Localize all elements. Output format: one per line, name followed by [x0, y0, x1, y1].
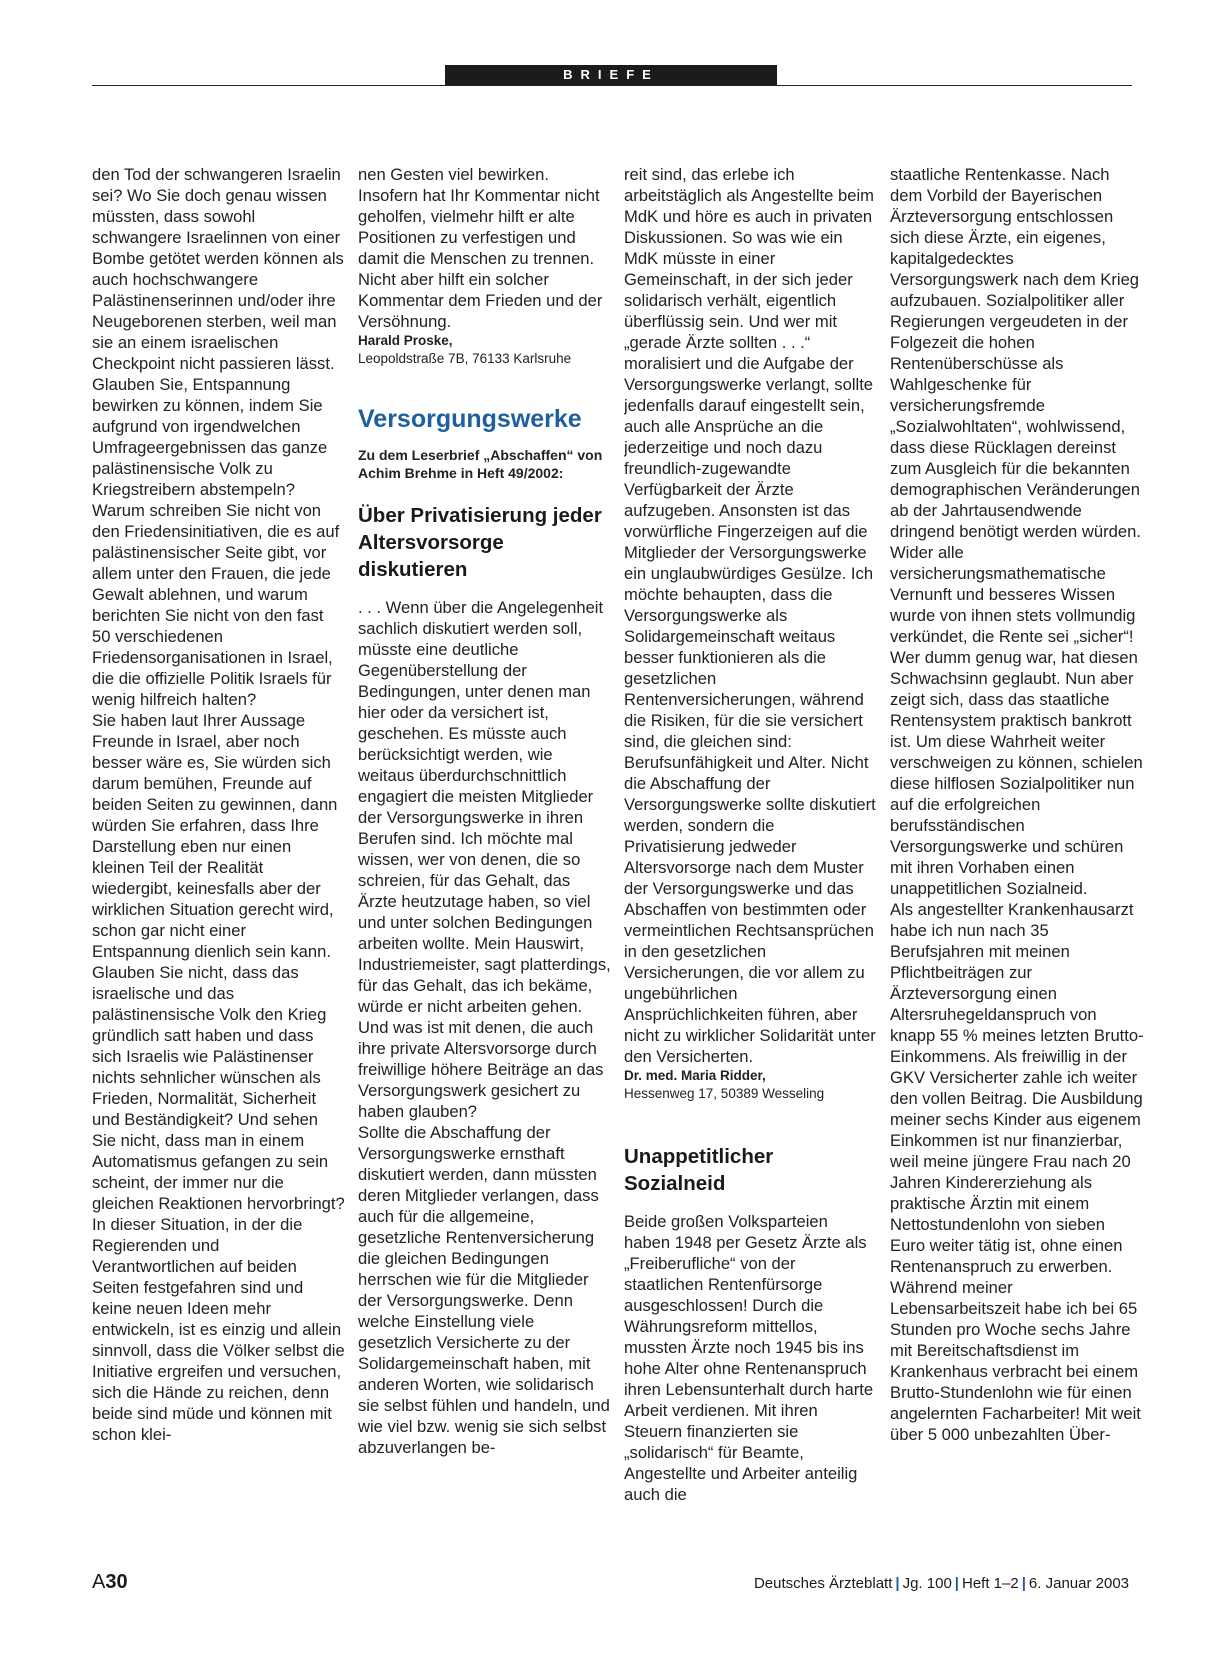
separator: | — [1021, 1575, 1026, 1592]
signature-address: Leopoldstraße 7B, 76133 Karlsruhe — [358, 351, 572, 366]
journal-name: Deutsches Ärzteblatt — [753, 1575, 893, 1592]
page-number-value: 30 — [105, 1571, 128, 1593]
signature-name: Harald Proske, — [358, 333, 453, 348]
volume: Jg. 100 — [902, 1575, 952, 1592]
column-3 — [624, 164, 878, 1554]
section-label: BRIEFE — [445, 65, 777, 85]
column-4 — [890, 164, 1144, 1554]
column-1 — [92, 164, 346, 1554]
separator: | — [954, 1575, 959, 1592]
letter-paragraph: staatliche Rentenkasse. Nach dem Vorbild der Bayerischen Ärzteversorgung entschlossen sich diese Ärzte, ein eigenes, kapitalgedecktes Versorgungswerk nach dem Krieg aufzubauen. Sozialpolitiker aller Regierungen vergeudeten in der Folgezeit die hohen Rentenüberschüsse als Wahlgeschenke für versicherungsfremde „Sozialwohltaten“, wohlwissend, dass diese Rücklagen dereinst zum Ausgleich für die bekannten demographischen Veränderungen ab der Jahrtausendwende dringend benötigt werden würden. Wider alle versicherungsmathematische Vernunft und besseres Wissen wurde von ihnen stets vollmundig verkündet, die Rente sei „sicher“! Wer dumm genug war, hat diesen Schwachsinn geglaubt. Nun aber zeigt sich, dass das staatliche Rentensystem praktisch bankrott ist. Um diese Wahrheit weiter verschweigen zu können, schielen diese hilflosen Sozialpolitiker nun auf die erfolgreichen berufsständischen Versorgungswerke und schüren mit ihren Vorhaben einen unappetitlichen Sozialneid. — [890, 165, 1143, 898]
page-number — [92, 1570, 128, 1594]
column-2 — [358, 164, 612, 1554]
letter-paragraph: Als angestellter Krankenhausarzt habe ich nun nach 35 Berufsjahren mit meinen Pflichtbeiträgen zur Ärzteversorgung einen Altersruhegeldanspruch von knapp 55 % meines letzten Brutto-Einkommens. Als freiwillig in der GKV Versicherter zahle ich weiter den vollen Beitrag. Die Ausbildung meiner sechs Kinder aus eigenem Einkommen ist nur finanzierbar, weil meine jüngere Frau nach 20 Jahren Kindererziehung als praktische Ärztin mit einem Nettostundenlohn von sieben Euro weiter tätig ist, ohne einen Rentenanspruch zu erwerben. Während meiner Lebensarbeitszeit habe ich bei 65 Stunden pro Woche sechs Jahre mit Bereitschaftsdienst im Krankenhaus verbracht bei einem Brutto-Stundenlohn wie für einen angelernten Facharbeiter! Mit weit über 5 000 unbezahlten Über- — [890, 900, 1144, 1444]
reference-note: Zu dem Leserbrief „Abschaffen“ von Achim Brehme in Heft 49/2002: — [358, 447, 603, 481]
article-title: Unappetitlicher Sozialneid — [624, 1145, 774, 1195]
letter-paragraph: Sollte die Abschaffung der Versorgungswerke ernsthaft diskutiert werden, dann müssten deren Mitglieder verlangen, dass auch für die allgemeine, gesetzliche Rentenversicherung die gleichen Bedingungen herrschen wie für die Mitglieder der Versorgungswerke. Denn welche Einstellung viele gesetzlich Versicherte zu der Solidargemeinschaft haben, mit anderen Worten, wie solidarisch sie selbst fühlen und handeln, und wie viel bzw. wenig sie sich selbst abzuverlangen be- — [358, 1123, 610, 1457]
letter-paragraph: nen Gesten viel bewirken. Insofern hat Ihr Kommentar nicht geholfen, vielmehr hilft er alte Positionen zu verfestigen und damit die Menschen zu trennen. Nicht aber hilft ein solcher Kommentar dem Frieden und der Versöhnung. — [358, 165, 603, 331]
header-rule — [92, 85, 1132, 86]
letter-paragraph: reit sind, das erlebe ich arbeitstäglich als Angestellte beim MdK und höre es auch in privaten Diskussionen. So was wie ein MdK müsste in einer Gemeinschaft, in der sich jeder solidarisch verhält, eigentlich überflüssig sein. Und wer mit „gerade Ärzte sollten . . .“ moralisiert und die Aufgabe der Versorgungswerke verlangt, sollte jedenfalls darauf eingestellt sein, auch alle Ansprüche an die jederzeitige und noch dazu freundlich-zugewandte Verfügbarkeit der Ärzte aufzugeben. Ansonsten ist das vorwürfliche Fingerzeigen auf die Mitglieder der Versorgungswerke ein unglaubwürdiges Gesülze. Ich möchte behaupten, dass die Versorgungswerke als Solidargemeinschaft weitaus besser funktionieren als die gesetzlichen Rentenversicherungen, während die Risiken, für die sie versichert sind, die gleichen sind: Berufsunfähigkeit und Alter. Nicht die Abschaffung der Versorgungswerke sollte diskutiert werden, sondern die Privatisierung jedweder Altersvorsorge nach dem Muster der Versorgungswerke und das Abschaffen von bestimmten oder vermeintlichen Rechtsansprüchen in den gesetzlichen Versicherungen, die vor allem zu ungebührlichen Ansprüchlichkeiten führen, aber nicht zu wirklicher Solidarität unter den Versicherten. — [624, 165, 876, 1066]
letter-paragraph: . . . Wenn über die Angelegenheit sachlich diskutiert werden soll, müsste eine deutliche Gegenüberstellung der Bedingungen, unter denen man hier oder da versichert ist, geschehen. Es müsste auch berücksichtigt werden, wie weitaus überdurchschnittlich engagiert die meisten Mitglieder der Versorgungswerke in ihren Berufen sind. Ich möchte mal wissen, wer von denen, die so schreien, für das Gehalt, das Ärzte heutzutage haben, so viel und unter solchen Bedingungen arbeiten wollte. Mein Hauswirt, Industriemeister, sagt platterdings, für das Gehalt, das ich bekäme, würde er nicht arbeiten gehen. Und was ist mit denen, die auch ihre private Altersvorsorge durch freiwillige höhere Beiträge an das Versorgungswerk gesichert zu haben glauben? — [358, 598, 611, 1121]
letter-paragraph: Sie haben laut Ihrer Aussage Freunde in Israel, aber noch besser wäre es, Sie würden sich darum bemühen, Freunde auf beiden Seiten zu gewinnen, dann würden Sie erfahren, dass Ihre Darstellung eben nur einen kleinen Teil der Realität wiedergibt, keinesfalls aber der wirklichen Situation gerecht wird, schon gar nicht einer Entspannung dienlich sein kann. Glauben Sie nicht, dass das israelische und das palästinensische Volk den Krieg gründlich satt haben und dass sich Israelis wie Palästinenser nichts sehnlicher wünschen als Frieden, Normalität, Sicherheit und Beständigkeit? Und sehen Sie nicht, dass man in einem Automatismus gefangen zu sein scheint, der immer nur die gleichen Reaktionen hervorbringt? In dieser Situation, in der die Regierenden und Verantwortlichen auf beiden Seiten festgefahren sind und keine neuen Ideen mehr entwickeln, ist es einzig und allein sinnvoll, dass die Völker selbst die Initiative ergreifen und versuchen, sich die Hände zu reichen, denn beide sind müde und können mit schon klei- — [92, 711, 345, 1444]
signature-address: Hessenweg 17, 50389 Wesseling — [624, 1086, 825, 1101]
separator: | — [895, 1575, 900, 1592]
issue-date: 6. Januar 2003 — [1028, 1575, 1129, 1592]
signature-name: Dr. med. Maria Ridder, — [624, 1068, 766, 1083]
footer-info — [754, 1574, 1129, 1594]
section-title: Versorgungswerke — [358, 405, 582, 433]
page-prefix: A — [92, 1571, 106, 1593]
issue: Heft 1–2 — [962, 1575, 1019, 1592]
letter-paragraph: Beide großen Volksparteien haben 1948 per Gesetz Ärzte als „Freiberufliche“ von der staatlichen Rentenfürsorge ausgeschlossen! Durch die Währungsreform mittellos, mussten Ärzte noch 1945 bis ins hohe Alter ohne Rentenanspruch ihren Lebensunterhalt durch harte Arbeit verdienen. Mit ihren Steuern finanzierten sie „solidarisch“ für Beamte, Angestellte und Arbeiter anteilig auch die — [624, 1212, 874, 1504]
article-title: Über Privatisierung jeder Altersvorsorge diskutieren — [358, 504, 602, 581]
letter-paragraph: den Tod der schwangeren Israelin sei? Wo Sie doch genau wissen müssten, dass sowohl schwangere Israelinnen von einer Bombe getötet werden können als auch hochschwangere Palästinenserinnen und/oder ihre Neugeborenen sterben, weil man sie an einem israelischen Checkpoint nicht passieren lässt. Glauben Sie, Entspannung bewirken zu können, indem Sie aufgrund von irgendwelchen Umfrageergebnissen das ganze palästinensische Volk zu Kriegstreibern abstempeln? Warum schreiben Sie nicht von den Friedensinitiativen, die es auf palästinensischer Seite gibt, vor allem unter den Frauen, die jede Gewalt ablehnen, und warum berichten Sie nicht von den fast 50 verschiedenen Friedensorganisationen in Israel, die die offizielle Politik Israels für wenig hilfreich halten? — [92, 165, 344, 709]
